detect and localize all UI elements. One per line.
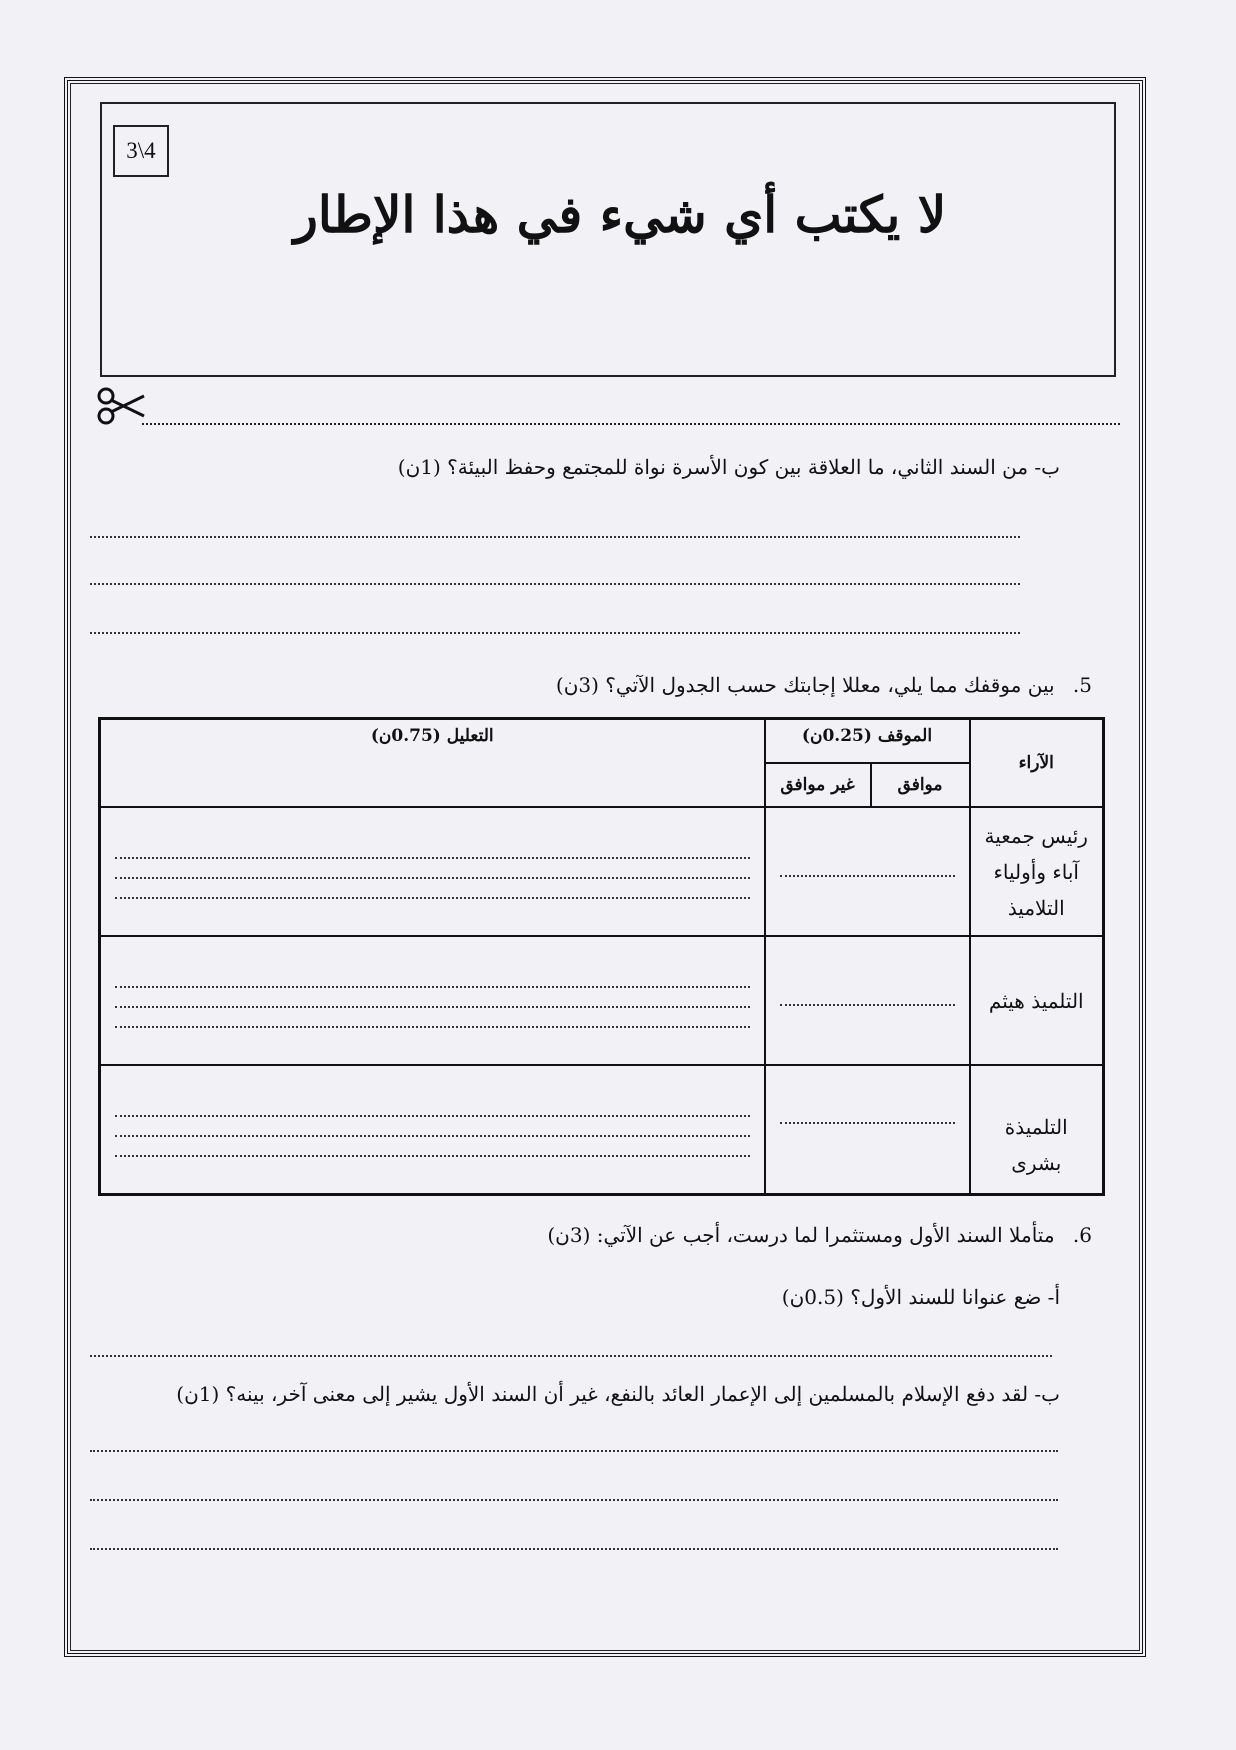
justification-answer[interactable]	[100, 1065, 765, 1194]
header-agree: موافق	[871, 763, 970, 807]
opinion-name: رئيس جمعية آباء وأولياء التلاميذ	[970, 807, 1104, 936]
header-justification: التعليل (0.75ن)	[100, 719, 765, 808]
position-answer[interactable]	[765, 1065, 970, 1194]
header-disagree: غير موافق	[765, 763, 871, 807]
question-5-text: بين موقفك مما يلي، معللا إجابتك حسب الجدول الآتي؟ (3ن)	[555, 673, 1055, 697]
cut-line	[142, 423, 1120, 425]
position-answer[interactable]	[765, 807, 970, 936]
table-row	[100, 807, 1104, 936]
question-6-text: متأملا السند الأول ومستثمرا لما درست، أجب عن الآتي: (3ن)	[547, 1223, 1055, 1247]
page-number: 3\4	[113, 125, 169, 177]
question-6-number: 6.	[1072, 1223, 1092, 1247]
table-row	[100, 1065, 1104, 1194]
position-answer[interactable]	[765, 936, 970, 1065]
answer-line[interactable]	[90, 536, 1020, 538]
header-position: الموقف (0.25ن)	[765, 719, 970, 763]
opinion-name: التلميذة بشرى	[970, 1065, 1104, 1194]
answer-line[interactable]	[90, 583, 1020, 585]
question-5-number: 5.	[1072, 673, 1092, 697]
header-opinions: الآراء	[970, 719, 1104, 808]
answer-line[interactable]	[90, 1548, 1058, 1550]
table-row	[100, 936, 1104, 1065]
scissors-icon	[96, 386, 146, 426]
justification-answer[interactable]	[100, 807, 765, 936]
justification-answer[interactable]	[100, 936, 765, 1065]
answer-line[interactable]	[90, 1450, 1058, 1452]
answer-line[interactable]	[90, 1499, 1058, 1501]
question-5	[556, 673, 1092, 697]
opinion-name: التلميذ هيثم	[970, 936, 1104, 1065]
opinions-table	[98, 717, 1105, 1196]
question-6a: أ- ضع عنوانا للسند الأول؟ (0.5ن)	[781, 1285, 1060, 1309]
header-title: لا يكتب أي شيء في هذا الإطار	[293, 185, 947, 244]
answer-line[interactable]	[90, 1355, 1052, 1357]
question-b-sanad2: ب- من السند الثاني، ما العلاقة بين كون الأسرة نواة للمجتمع وحفظ البيئة؟ (1ن)	[397, 455, 1060, 479]
question-6	[547, 1223, 1092, 1247]
question-6b: ب- لقد دفع الإسلام بالمسلمين إلى الإعمار العائد بالنفع، غير أن السند الأول يشير إلى معنى آخر، بينه؟ (1ن)	[176, 1382, 1060, 1406]
answer-line[interactable]	[90, 632, 1020, 634]
